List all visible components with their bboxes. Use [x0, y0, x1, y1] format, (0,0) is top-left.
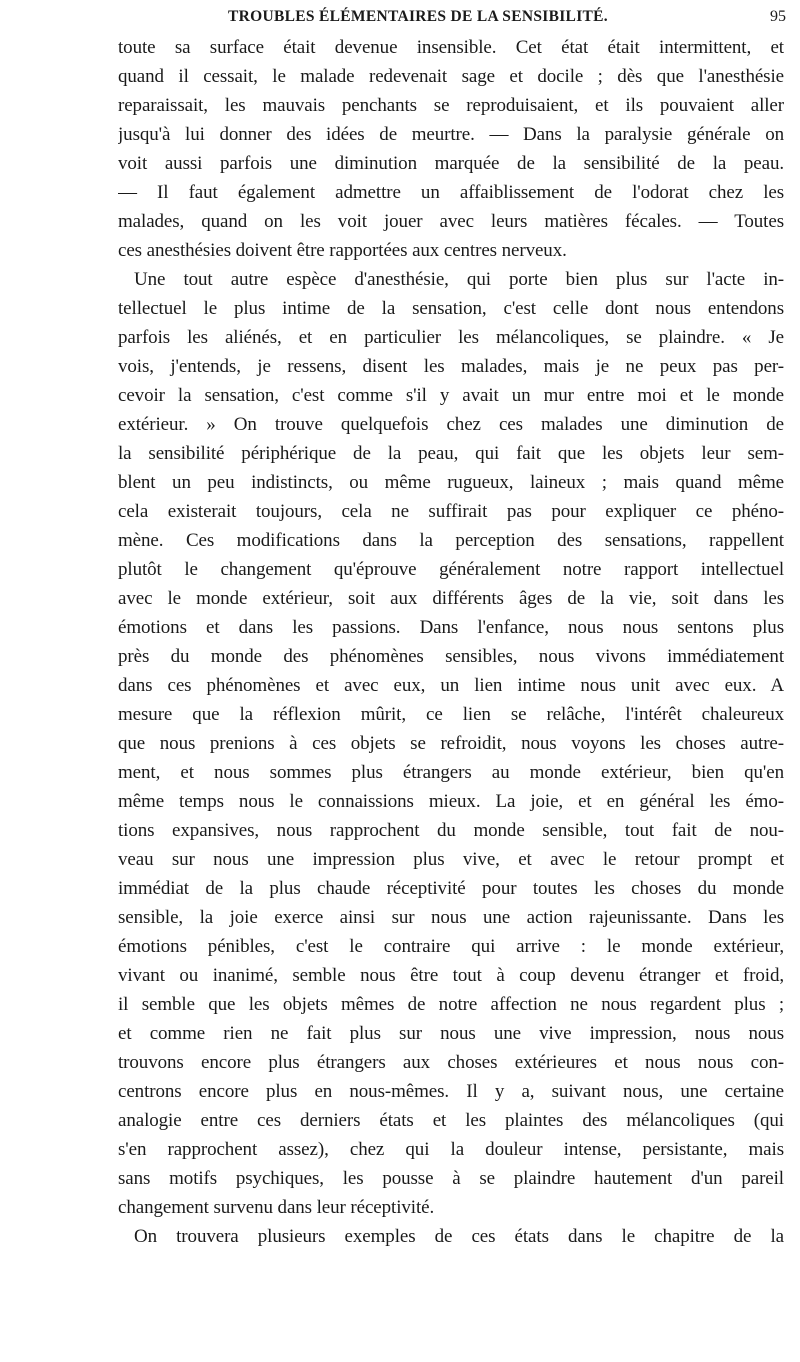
text-line: tellectuel le plus intime de la sensation, c'est celle dont nous entendons — [118, 298, 784, 319]
text-line: avec le monde extérieur, soit aux différents âges de la vie, soit dans les — [118, 588, 784, 609]
text-line: s'en rapprochent assez), chez qui la douleur intense, persistante, mais — [118, 1139, 784, 1160]
body-text — [118, 33, 784, 1251]
text-line: tions expansives, nous rapprochent du monde sensible, tout fait de nou- — [118, 820, 784, 841]
text-line: parfois les aliénés, et en particulier les mélancoliques, se plaindre. « Je — [118, 327, 784, 348]
text-line: On trouvera plusieurs exemples de ces états dans le chapitre de la — [134, 1226, 784, 1247]
text-line: immédiat de la plus chaude réceptivité pour toutes les choses du monde — [118, 878, 784, 899]
running-title: TROUBLES ÉLÉMENTAIRES DE LA SENSIBILITÉ. — [228, 8, 608, 25]
text-line: blent un peu indistincts, ou même rugueux, laineux ; mais quand même — [118, 472, 784, 493]
text-line: extérieur. » On trouve quelquefois chez ces malades une diminution de — [118, 414, 784, 435]
text-line: changement survenu dans leur réceptivité. — [118, 1197, 435, 1218]
text-line: ment, et nous sommes plus étrangers au monde extérieur, bien qu'en — [118, 762, 784, 783]
text-line: mène. Ces modifications dans la perception des sensations, rappellent — [118, 530, 784, 551]
text-line: même temps nous le connaissions mieux. La joie, et en général les émo- — [118, 791, 784, 812]
page-number: 95 — [770, 8, 786, 25]
text-line: dans ces phénomènes et avec eux, un lien intime nous unit avec eux. A — [118, 675, 784, 696]
text-line: il semble que les objets mêmes de notre affection ne nous regardent plus ; — [118, 994, 784, 1015]
text-line: émotions pénibles, c'est le contraire qui arrive : le monde extérieur, — [118, 936, 784, 957]
text-line: quand il cessait, le malade redevenait sage et docile ; dès que l'anesthésie — [118, 66, 784, 87]
text-line: analogie entre ces derniers états et les plaintes des mélancoliques (qui — [118, 1110, 784, 1131]
text-line: vivant ou inanimé, semble nous être tout à coup devenu étranger et froid, — [118, 965, 784, 986]
text-line: émotions et dans les passions. Dans l'enfance, nous nous sentons plus — [118, 617, 784, 638]
text-line: près du monde des phénomènes sensibles, nous vivons immédiatement — [118, 646, 784, 667]
text-line: veau sur nous une impression plus vive, et avec le retour prompt et — [118, 849, 784, 870]
text-line: et comme rien ne fait plus sur nous une vive impression, nous nous — [118, 1023, 784, 1044]
text-line: que nous prenions à ces objets se refroidit, nous voyons les choses autre- — [118, 733, 784, 754]
text-line: voit aussi parfois une diminution marquée de la sensibilité de la peau. — [118, 153, 784, 174]
text-line: sensible, la joie exerce ainsi sur nous une action rajeunissante. Dans les — [118, 907, 784, 928]
running-header — [118, 8, 800, 32]
text-line: vois, j'entends, je ressens, disent les malades, mais je ne peux pas per- — [118, 356, 784, 377]
text-line: plutôt le changement qu'éprouve généralement notre rapport intellectuel — [118, 559, 784, 580]
text-line: reparaissait, les mauvais penchants se reproduisaient, et ils pouvaient aller — [118, 95, 784, 116]
text-line: Une tout autre espèce d'anesthésie, qui porte bien plus sur l'acte in- — [134, 269, 784, 290]
text-line: cevoir la sensation, c'est comme s'il y avait un mur entre moi et le monde — [118, 385, 784, 406]
text-line: ces anesthésies doivent être rapportées aux centres nerveux. — [118, 240, 567, 261]
text-line: la sensibilité périphérique de la peau, qui fait que les objets leur sem- — [118, 443, 784, 464]
text-line: malades, quand on les voit jouer avec leurs matières fécales. — Toutes — [118, 211, 784, 232]
text-line: mesure que la réflexion mûrit, ce lien se relâche, l'intérêt chaleureux — [118, 704, 784, 725]
text-line: centrons encore plus en nous-mêmes. Il y a, suivant nous, une certaine — [118, 1081, 784, 1102]
text-line: — Il faut également admettre un affaiblissement de l'odorat chez les — [118, 182, 784, 203]
text-line: toute sa surface était devenue insensible. Cet état était intermittent, et — [118, 37, 784, 58]
text-line: trouvons encore plus étrangers aux choses extérieures et nous nous con- — [118, 1052, 784, 1073]
text-line: sans motifs psychiques, les pousse à se plaindre hautement d'un pareil — [118, 1168, 784, 1189]
text-line: cela existerait toujours, cela ne suffirait pas pour expliquer ce phéno- — [118, 501, 784, 522]
text-line: jusqu'à lui donner des idées de meurtre. — Dans la paralysie générale on — [118, 124, 784, 145]
